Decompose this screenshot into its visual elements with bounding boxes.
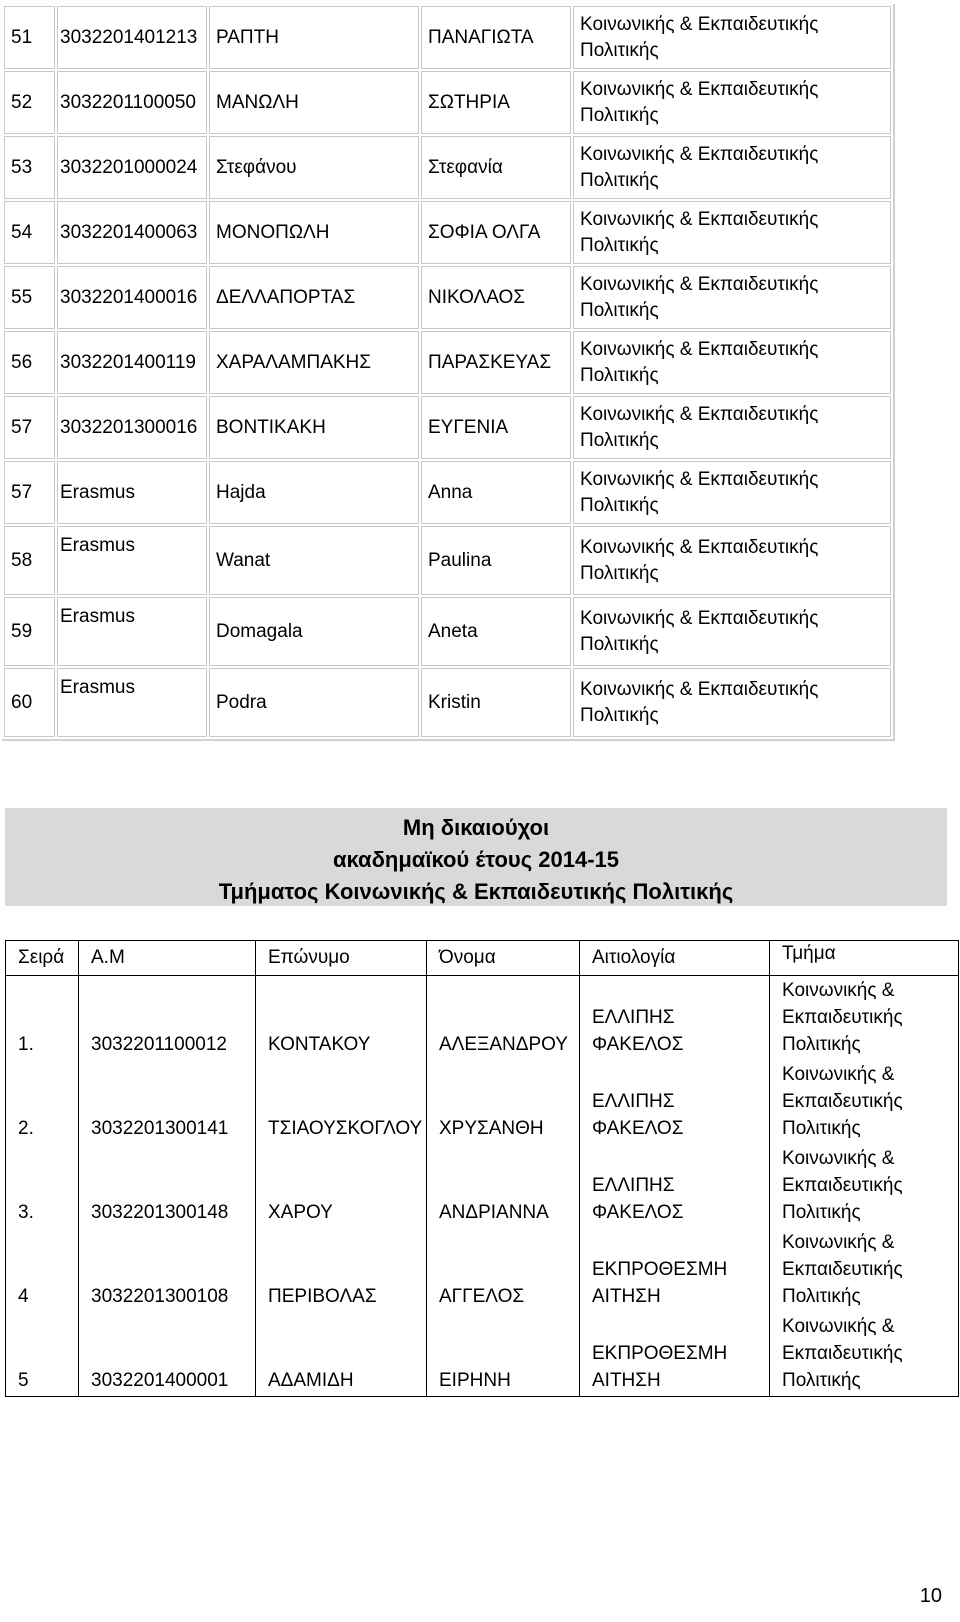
department-line-3: Πολιτικής <box>782 1118 861 1139</box>
student-code: 3032201300148 <box>79 1144 256 1228</box>
reason-line-1: ΕΛΛΙΠΗΣ <box>592 1175 675 1196</box>
surname: ΧΑΡΟΥ <box>256 1144 427 1228</box>
row-number: 5 <box>6 1312 79 1397</box>
heading-line-3: Τμήματος Κοινωνικής & Εκπαιδευτικής Πολιτικής <box>218 879 734 904</box>
department: Κοινωνικής & Εκπαιδευτικής Πολιτικής <box>573 597 891 666</box>
surname: ΒΟΝΤΙΚΑΚΗ <box>209 396 419 459</box>
first-name: Στεφανία <box>421 136 571 199</box>
department-line-2: Εκπαιδευτικής <box>782 1007 903 1028</box>
table-row <box>4 597 891 666</box>
header-surname: Επώνυμο <box>256 941 427 976</box>
department: Κοινωνικής & Εκπαιδευτικής Πολιτικής <box>573 136 891 199</box>
first-name: Paulina <box>421 526 571 595</box>
section-heading <box>5 808 947 906</box>
department: Κοινωνικής & Εκπαιδευτικής Πολιτικής <box>573 331 891 394</box>
department-line-1: Κοινωνικής & <box>782 1064 895 1085</box>
reason-line-2: ΑΙΤΗΣΗ <box>592 1370 661 1391</box>
surname: Domagala <box>209 597 419 666</box>
surname: Hajda <box>209 461 419 524</box>
first-name: ΕΙΡΗΝΗ <box>427 1312 580 1397</box>
header-order: Σειρά <box>6 941 79 976</box>
student-code: Erasmus <box>57 526 207 595</box>
department-line-2: Εκπαιδευτικής <box>782 1343 903 1364</box>
reason-line-2: ΑΙΤΗΣΗ <box>592 1286 661 1307</box>
department-line-1: Κοινωνικής & <box>782 980 895 1001</box>
row-number: 4 <box>6 1228 79 1312</box>
surname: Wanat <box>209 526 419 595</box>
header-reason: Αιτιολογία <box>580 941 770 976</box>
table-row <box>4 331 891 394</box>
row-number: 57 <box>4 461 55 524</box>
department-line-2: Εκπαιδευτικής <box>782 1259 903 1280</box>
table-header-row <box>6 941 959 976</box>
table-row <box>6 1060 959 1144</box>
first-name: Anna <box>421 461 571 524</box>
department-line-2: Εκπαιδευτικής <box>782 1091 903 1112</box>
department-line-2: Εκπαιδευτικής <box>782 1175 903 1196</box>
first-name: ΕΥΓΕΝΙΑ <box>421 396 571 459</box>
student-code: 3032201400063 <box>57 201 207 264</box>
heading-line-1: Μη δικαιούχοι <box>402 815 550 840</box>
beneficiaries-table-body <box>4 6 891 737</box>
surname: ΔΕΛΛΑΠΟΡΤΑΣ <box>209 266 419 329</box>
department-line-3: Πολιτικής <box>782 1202 861 1223</box>
reason-line-2: ΦΑΚΕΛΟΣ <box>592 1202 684 1223</box>
row-number: 2. <box>6 1060 79 1144</box>
department: Κοινωνικής & Εκπαιδευτικής Πολιτικής <box>573 461 891 524</box>
first-name: ΝΙΚΟΛΑΟΣ <box>421 266 571 329</box>
table-row <box>4 6 891 69</box>
header-department: Τμήμα <box>770 941 959 976</box>
department-line-1: Κοινωνικής & <box>782 1316 895 1337</box>
department <box>770 1312 959 1397</box>
student-code: 3032201300141 <box>79 1060 256 1144</box>
first-name: ΑΛΕΞΑΝΔΡΟΥ <box>427 976 580 1061</box>
department: Κοινωνικής & Εκπαιδευτικής Πολιτικής <box>573 526 891 595</box>
surname: Podra <box>209 668 419 737</box>
table-row <box>6 1312 959 1397</box>
student-code: 3032201401213 <box>57 6 207 69</box>
row-number: 60 <box>4 668 55 737</box>
row-number: 3. <box>6 1144 79 1228</box>
department-line-3: Πολιτικής <box>782 1034 861 1055</box>
table-row <box>4 526 891 595</box>
reason-line-1: ΕΛΛΙΠΗΣ <box>592 1091 675 1112</box>
header-am: Α.Μ <box>79 941 256 976</box>
surname: ΧΑΡΑΛΑΜΠΑΚΗΣ <box>209 331 419 394</box>
surname: ΤΣΙΑΟΥΣΚΟΓΛΟΥ <box>256 1060 427 1144</box>
row-number: 1. <box>6 976 79 1061</box>
first-name: ΠΑΡΑΣΚΕΥΑΣ <box>421 331 571 394</box>
first-name: ΠΑΝΑΓΙΩΤΑ <box>421 6 571 69</box>
row-number: 52 <box>4 71 55 134</box>
table-row <box>4 201 891 264</box>
first-name: Kristin <box>421 668 571 737</box>
reason-line-1: ΕΚΠΡΟΘΕΣΜΗ <box>592 1343 728 1364</box>
table-row <box>4 136 891 199</box>
beneficiaries-table <box>2 4 895 741</box>
reason <box>580 976 770 1061</box>
department: Κοινωνικής & Εκπαιδευτικής Πολιτικής <box>573 396 891 459</box>
reason-line-1: ΕΛΛΙΠΗΣ <box>592 1007 675 1028</box>
first-name: ΣΩΤΗΡΙΑ <box>421 71 571 134</box>
student-code: 3032201300016 <box>57 396 207 459</box>
student-code: 3032201400119 <box>57 331 207 394</box>
table-row <box>4 266 891 329</box>
reason <box>580 1060 770 1144</box>
surname: ΡΑΠΤΗ <box>209 6 419 69</box>
row-number: 55 <box>4 266 55 329</box>
row-number: 58 <box>4 526 55 595</box>
student-code: 3032201000024 <box>57 136 207 199</box>
table-row <box>6 1228 959 1312</box>
student-code: 3032201100012 <box>79 976 256 1061</box>
department: Κοινωνικής & Εκπαιδευτικής Πολιτικής <box>573 668 891 737</box>
department-line-1: Κοινωνικής & <box>782 1148 895 1169</box>
row-number: 51 <box>4 6 55 69</box>
surname: ΜΑΝΩΛΗ <box>209 71 419 134</box>
surname: ΜΟΝΟΠΩΛΗ <box>209 201 419 264</box>
department <box>770 976 959 1061</box>
reason <box>580 1312 770 1397</box>
reason <box>580 1228 770 1312</box>
first-name: Aneta <box>421 597 571 666</box>
department-line-3: Πολιτικής <box>782 1370 861 1391</box>
table-row <box>4 461 891 524</box>
department: Κοινωνικής & Εκπαιδευτικής Πολιτικής <box>573 6 891 69</box>
student-code: Erasmus <box>57 668 207 737</box>
table-row <box>4 71 891 134</box>
department: Κοινωνικής & Εκπαιδευτικής Πολιτικής <box>573 71 891 134</box>
table-row <box>4 396 891 459</box>
student-code: 3032201400001 <box>79 1312 256 1397</box>
student-code: Erasmus <box>57 597 207 666</box>
row-number: 54 <box>4 201 55 264</box>
first-name: ΑΓΓΕΛΟΣ <box>427 1228 580 1312</box>
table-row <box>6 1144 959 1228</box>
student-code: 3032201400016 <box>57 266 207 329</box>
student-code: 3032201300108 <box>79 1228 256 1312</box>
student-code: Erasmus <box>57 461 207 524</box>
surname: ΚΟΝΤΑΚΟΥ <box>256 976 427 1061</box>
table-row <box>6 976 959 1061</box>
department: Κοινωνικής & Εκπαιδευτικής Πολιτικής <box>573 201 891 264</box>
surname: ΠΕΡΙΒΟΛΑΣ <box>256 1228 427 1312</box>
reason-line-2: ΦΑΚΕΛΟΣ <box>592 1118 684 1139</box>
row-number: 56 <box>4 331 55 394</box>
department-line-3: Πολιτικής <box>782 1286 861 1307</box>
first-name: ΧΡΥΣΑΝΘΗ <box>427 1060 580 1144</box>
department: Κοινωνικής & Εκπαιδευτικής Πολιτικής <box>573 266 891 329</box>
table-row <box>4 668 891 737</box>
row-number: 59 <box>4 597 55 666</box>
student-code: 3032201100050 <box>57 71 207 134</box>
page-number: 10 <box>919 1585 942 1607</box>
department <box>770 1060 959 1144</box>
department <box>770 1228 959 1312</box>
heading-line-2: ακαδημαϊκού έτους 2014-15 <box>332 847 620 872</box>
surname: ΑΔΑΜΙΔΗ <box>256 1312 427 1397</box>
reason-line-1: ΕΚΠΡΟΘΕΣΜΗ <box>592 1259 728 1280</box>
row-number: 57 <box>4 396 55 459</box>
first-name: ΣΟΦΙΑ ΟΛΓΑ <box>421 201 571 264</box>
reason-line-2: ΦΑΚΕΛΟΣ <box>592 1034 684 1055</box>
department <box>770 1144 959 1228</box>
non-beneficiaries-table <box>5 940 959 1397</box>
first-name: ΑΝΔΡΙΑΝΝΑ <box>427 1144 580 1228</box>
surname: Στεφάνου <box>209 136 419 199</box>
row-number: 53 <box>4 136 55 199</box>
department-line-1: Κοινωνικής & <box>782 1232 895 1253</box>
header-name: Όνομα <box>427 941 580 976</box>
reason <box>580 1144 770 1228</box>
